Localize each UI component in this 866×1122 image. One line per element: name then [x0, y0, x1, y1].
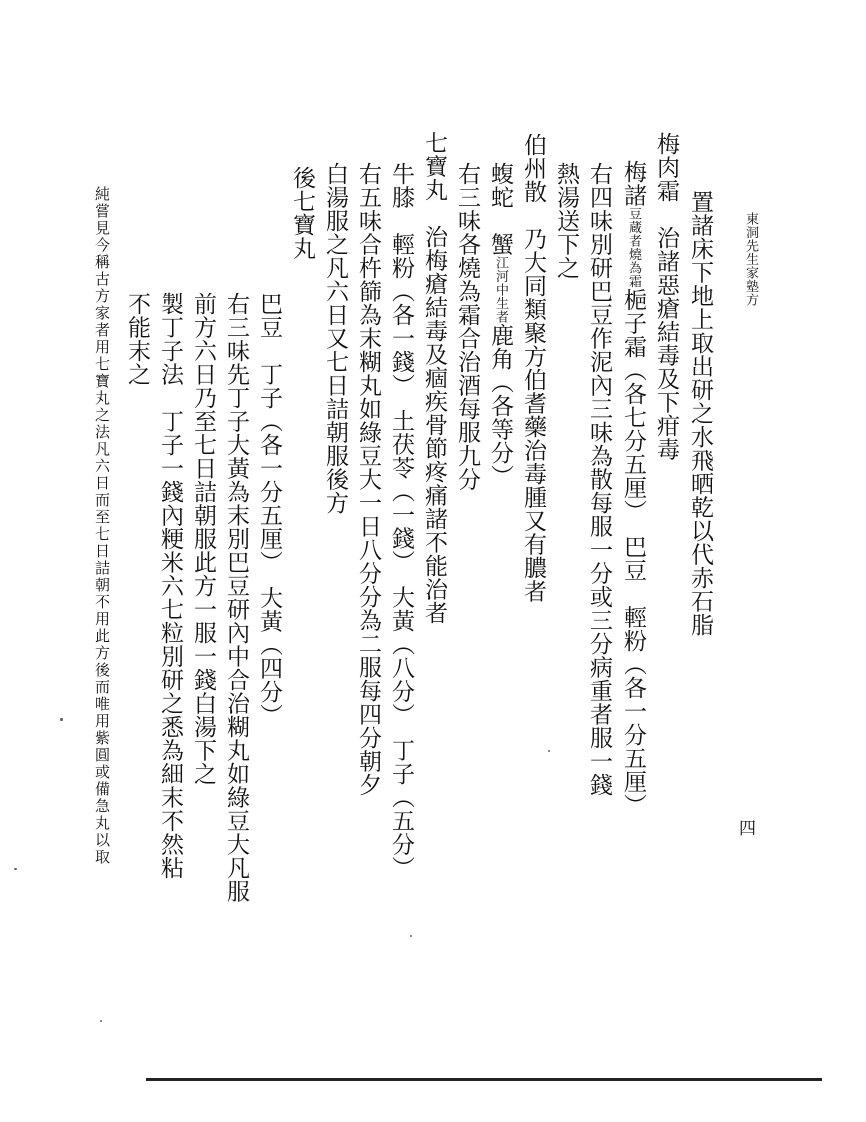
text-column: [621, 160, 644, 817]
text-column: [356, 162, 379, 797]
text-column: [158, 292, 181, 880]
scan-speck: [548, 750, 550, 752]
text-segment: 梅諸: [620, 160, 646, 207]
text-segment: 右三味各燒為霜合治酒每服九分: [454, 162, 480, 491]
text-column: [125, 292, 148, 386]
text-segment: 鹿角（各等分）: [487, 323, 513, 488]
annotation-note: 豆蔵者燒為霜: [626, 207, 641, 288]
text-column: [257, 292, 280, 727]
scan-speck: [14, 868, 17, 870]
text-column: [587, 162, 610, 797]
text-column: [554, 162, 577, 280]
text-segment: 熱湯送下之: [553, 162, 579, 280]
text-segment: 右四味別研巴豆作泥內三味為散每服一分或三分病重者服一錢: [586, 162, 612, 797]
text-column: [290, 166, 313, 260]
text-column: [488, 162, 511, 488]
running-header: 東洞先生家塾方: [743, 212, 758, 307]
formula-title: 七寶丸 治梅瘡結毒及痼疾骨節疼痛諸不能治者: [421, 131, 447, 625]
text-column: [389, 162, 412, 880]
text-segment: 牛膝 輕粉（各一錢） 土茯苓（一錢） 大黃（八分） 丁子（五分）: [388, 162, 414, 880]
text-column: [191, 292, 214, 786]
text-column: [521, 133, 544, 603]
text-segment: 製丁子法 丁子一錢內粳米六七粒別研之悉為細末不然粘: [157, 292, 183, 880]
text-column: [654, 132, 677, 461]
commentary-column: [94, 186, 110, 866]
text-segment: 蝮蛇 蟹: [487, 162, 513, 256]
text-column: [323, 162, 346, 515]
text-segment: 巴豆 丁子（各一分五厘） 大黃（四分）: [256, 292, 282, 727]
text-column: [422, 131, 445, 625]
scan-speck: [60, 718, 63, 721]
bottom-rule: [146, 1078, 822, 1081]
text-segment: 不能末之: [124, 292, 150, 386]
formula-title: 伯州散 乃大同類聚方伯耆藥治毒腫又有膿者: [520, 133, 546, 603]
scan-speck: [100, 1020, 102, 1022]
text-column: [224, 292, 247, 903]
annotation-note: 江河中生者: [493, 256, 508, 324]
formula-title: 梅肉霜: [653, 132, 679, 203]
text-column: [455, 162, 478, 491]
text-segment: 治諸惡瘡結毒及下疳毒: [653, 202, 679, 461]
text-segment: 右三味先丁子大黃為末別巴豆研內中合治糊丸如綠豆大凡服: [223, 292, 249, 903]
text-segment: 右五味合杵篩為末糊丸如綠豆大一日八分分為二服每四分朝夕: [355, 162, 381, 797]
text-column: [688, 190, 711, 637]
text-segment: 前方六日乃至七日詰朝服此方一服一錢白湯下之: [190, 292, 216, 786]
text-segment: 白湯服之凡六日又七日詰朝服後方: [322, 162, 348, 515]
scan-speck: [410, 935, 412, 937]
formula-title: 後七寶丸: [289, 166, 315, 260]
text-segment: 置諸床下地上取出研之水飛晒乾以代赤石脂: [687, 190, 713, 637]
page-number: 四: [735, 819, 755, 837]
commentary-text: 純嘗見今稱古方家者用七寶丸之法凡六日而至七日詰朝不用此方後而唯用紫圓或備急丸以取: [93, 186, 111, 866]
text-segment: 梔子霜（各七分五厘） 巴豆 輕粉（各一分五厘）: [620, 288, 646, 817]
